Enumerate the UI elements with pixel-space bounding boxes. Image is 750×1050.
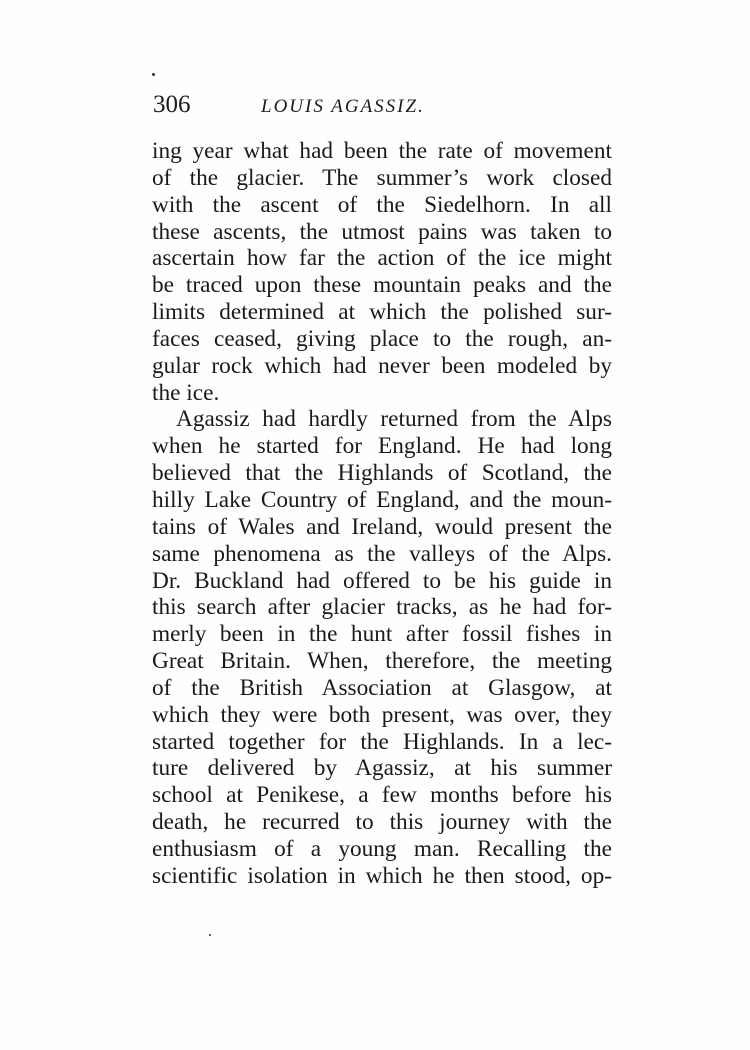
text-line: enthusiasm of a young man. Recalling the — [152, 835, 612, 862]
text-line: same phenomena as the valleys of the Alps. — [152, 540, 612, 567]
text-line: death, he recurred to this journey with the — [152, 809, 612, 836]
text-line: the ice. — [152, 379, 220, 406]
running-title: LOUIS AGASSIZ. — [261, 96, 425, 117]
page-header — [153, 90, 613, 120]
text-line: which they were both present, was over, they — [152, 701, 612, 728]
text-line: be traced upon these mountain peaks and the — [152, 272, 612, 299]
text-line: with the ascent of the Siedelhorn. In all — [152, 191, 612, 218]
text-line: tains of Wales and Ireland, would present the — [152, 513, 612, 540]
text-line: believed that the Highlands of Scotland, the — [152, 460, 612, 487]
print-speck — [209, 934, 211, 936]
body-text — [152, 138, 612, 890]
text-line: limits determined at which the polished sur- — [152, 299, 612, 326]
text-line: started together for the Highlands. In a lec- — [152, 728, 612, 755]
paragraph — [152, 406, 612, 889]
text-line: Dr. Buckland had offered to be his guide in — [152, 567, 612, 594]
text-line: ascertain how far the action of the ice might — [152, 245, 612, 272]
page-number: 306 — [153, 91, 191, 118]
text-line: faces ceased, giving place to the rough, an- — [152, 325, 612, 352]
text-line: scientific isolation in which he then stood, op- — [152, 862, 612, 889]
text-line: ing year what had been the rate of movement — [152, 138, 612, 164]
text-line: merly been in the hunt after fossil fishes in — [152, 621, 612, 648]
text-line: this search after glacier tracks, as he had for- — [152, 594, 612, 621]
text-line: of the glacier. The summer’s work closed — [152, 164, 612, 191]
text-line: hilly Lake Country of England, and the moun- — [152, 486, 612, 513]
text-line: these ascents, the utmost pains was taken to — [152, 218, 612, 245]
text-line: school at Penikese, a few months before his — [152, 782, 612, 809]
text-line: Agassiz had hardly returned from the Alps — [176, 406, 612, 433]
text-line: ture delivered by Agassiz, at his summer — [152, 755, 612, 782]
print-speck — [152, 73, 155, 76]
paragraph — [152, 138, 612, 406]
text-line: Great Britain. When, therefore, the meeting — [152, 648, 612, 675]
text-line: gular rock which had never been modeled by — [152, 352, 612, 379]
text-line: when he started for England. He had long — [152, 433, 612, 460]
text-line: of the British Association at Glasgow, at — [152, 674, 612, 701]
